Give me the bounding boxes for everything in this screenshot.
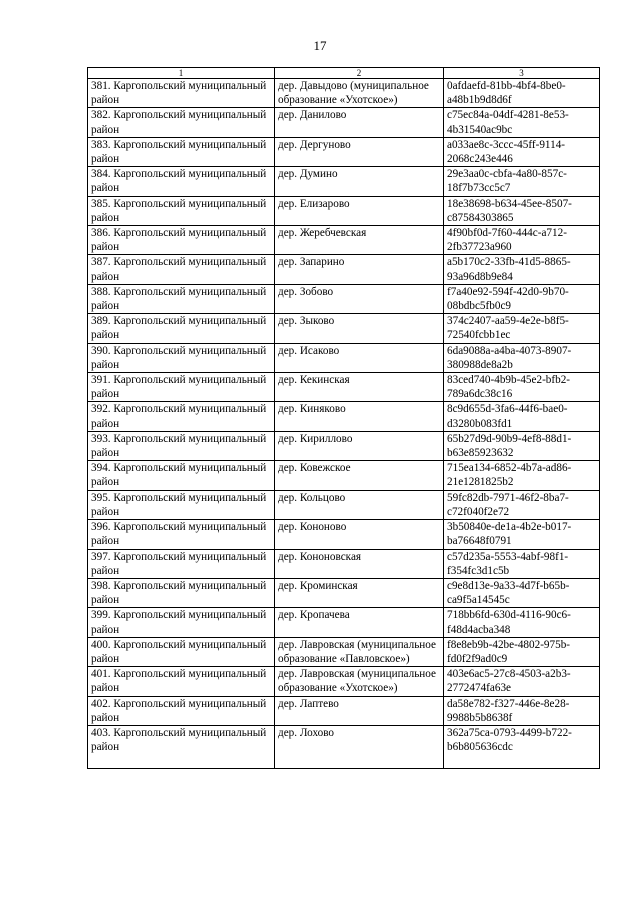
district-cell: 393. Каргопольский муниципальный район: [88, 431, 275, 460]
table-row: [88, 608, 600, 637]
guid-cell: 362a75ca-0793-4499-b722-b6b805636cdc: [444, 725, 600, 768]
guid-cell: 718bb6fd-630d-4116-90c6-f48d4acba348: [444, 608, 600, 637]
table-row: [88, 79, 600, 108]
table-row: [88, 667, 600, 696]
district-cell: 389. Каргопольский муниципальный район: [88, 314, 275, 343]
settlement-registry-table: [87, 67, 600, 769]
district-cell: 392. Каргопольский муниципальный район: [88, 402, 275, 431]
table-row: [88, 490, 600, 519]
district-cell: 403. Каргопольский муниципальный район: [88, 725, 275, 768]
settlement-cell: дер. Кольцово: [275, 490, 444, 519]
guid-cell: c75ec84a-04df-4281-8e53-4b31540ac9bc: [444, 108, 600, 137]
table-row: [88, 725, 600, 768]
table-header: [88, 68, 600, 79]
guid-cell: c9e8d13e-9a33-4d7f-b65b-ca9f5a14545c: [444, 578, 600, 607]
settlement-cell: дер. Исаково: [275, 343, 444, 372]
settlement-cell: дер. Жеребчевская: [275, 226, 444, 255]
guid-cell: da58e782-f327-446e-8e28-9988b5b8638f: [444, 696, 600, 725]
table-row: [88, 461, 600, 490]
table-row: [88, 373, 600, 402]
guid-cell: 6da9088a-a4ba-4073-8907-380988de8a2b: [444, 343, 600, 372]
settlement-cell: дер. Давыдово (муниципальное образование «Ухотское»): [275, 79, 444, 108]
settlement-cell: дер. Зыково: [275, 314, 444, 343]
page-number: 17: [313, 38, 327, 53]
district-cell: 383. Каргопольский муниципальный район: [88, 137, 275, 166]
table-row: [88, 196, 600, 225]
table-row: [88, 431, 600, 460]
guid-cell: a5b170c2-33fb-41d5-8865-93a96d8b9e84: [444, 255, 600, 284]
district-cell: 381. Каргопольский муниципальный район: [88, 79, 275, 108]
table-row: [88, 137, 600, 166]
table-row: [88, 696, 600, 725]
district-cell: 388. Каргопольский муниципальный район: [88, 284, 275, 313]
settlement-cell: дер. Лохово: [275, 725, 444, 768]
district-cell: 390. Каргопольский муниципальный район: [88, 343, 275, 372]
district-cell: 382. Каргопольский муниципальный район: [88, 108, 275, 137]
column-number-row: [88, 68, 600, 79]
guid-cell: 59fc82db-7971-46f2-8ba7-c72f040f2e72: [444, 490, 600, 519]
guid-cell: 403e6ac5-27c8-4503-a2b3-2772474fa63e: [444, 667, 600, 696]
district-cell: 387. Каргопольский муниципальный район: [88, 255, 275, 284]
table-body: [88, 79, 600, 769]
table-row: [88, 108, 600, 137]
settlement-cell: дер. Дергуново: [275, 137, 444, 166]
district-cell: 391. Каргопольский муниципальный район: [88, 373, 275, 402]
column-number-3: 3: [444, 68, 600, 79]
settlement-cell: дер. Кекинская: [275, 373, 444, 402]
guid-cell: 83ced740-4b9b-45e2-bfb2-789a6dc38c16: [444, 373, 600, 402]
settlement-cell: дер. Думино: [275, 167, 444, 196]
table-row: [88, 226, 600, 255]
settlement-cell: дер. Данилово: [275, 108, 444, 137]
table-row: [88, 343, 600, 372]
district-cell: 396. Каргопольский муниципальный район: [88, 520, 275, 549]
table-row: [88, 637, 600, 666]
settlement-cell: дер. Лавровская (муниципальное образование «Павловское»): [275, 637, 444, 666]
guid-cell: 18e38698-b634-45ee-8507-c87584303865: [444, 196, 600, 225]
column-number-2: 2: [275, 68, 444, 79]
guid-cell: 65b27d9d-90b9-4ef8-88d1-b63e85923632: [444, 431, 600, 460]
table-row: [88, 314, 600, 343]
settlement-cell: дер. Лавровская (муниципальное образование «Ухотское»): [275, 667, 444, 696]
settlement-cell: дер. Лаптево: [275, 696, 444, 725]
district-cell: 400. Каргопольский муниципальный район: [88, 637, 275, 666]
settlement-cell: дер. Зобово: [275, 284, 444, 313]
settlement-cell: дер. Кроминская: [275, 578, 444, 607]
guid-cell: c57d235a-5553-4abf-98f1-f354fc3d1c5b: [444, 549, 600, 578]
district-cell: 394. Каргопольский муниципальный район: [88, 461, 275, 490]
guid-cell: 29e3aa0c-cbfa-4a80-857c-18f7b73cc5c7: [444, 167, 600, 196]
settlement-cell: дер. Кропачева: [275, 608, 444, 637]
district-cell: 401. Каргопольский муниципальный район: [88, 667, 275, 696]
table-row: [88, 167, 600, 196]
guid-cell: 3b50840e-de1a-4b2e-b017-ba76648f0791: [444, 520, 600, 549]
table-row: [88, 284, 600, 313]
district-cell: 398. Каргопольский муниципальный район: [88, 578, 275, 607]
settlement-cell: дер. Кононовская: [275, 549, 444, 578]
district-cell: 386. Каргопольский муниципальный район: [88, 226, 275, 255]
settlement-cell: дер. Киняково: [275, 402, 444, 431]
table-row: [88, 578, 600, 607]
guid-cell: a033ae8c-3ccc-45ff-9114-2068c243e446: [444, 137, 600, 166]
district-cell: 397. Каргопольский муниципальный район: [88, 549, 275, 578]
column-number-1: 1: [88, 68, 275, 79]
district-cell: 385. Каргопольский муниципальный район: [88, 196, 275, 225]
settlement-cell: дер. Запарино: [275, 255, 444, 284]
guid-cell: 715ea134-6852-4b7a-ad86-21e1281825b2: [444, 461, 600, 490]
district-cell: 402. Каргопольский муниципальный район: [88, 696, 275, 725]
guid-cell: 4f90bf0d-7f60-444c-a712-2fb37723a960: [444, 226, 600, 255]
table-row: [88, 402, 600, 431]
guid-cell: f7a40e92-594f-42d0-9b70-08bdbc5fb0c9: [444, 284, 600, 313]
settlement-cell: дер. Елизарово: [275, 196, 444, 225]
guid-cell: 8c9d655d-3fa6-44f6-bae0-d3280b083fd1: [444, 402, 600, 431]
guid-cell: f8e8eb9b-42be-4802-975b-fd0f2f9ad0c9: [444, 637, 600, 666]
guid-cell: 0afdaefd-81bb-4bf4-8be0-a48b1b9d8d6f: [444, 79, 600, 108]
district-cell: 395. Каргопольский муниципальный район: [88, 490, 275, 519]
guid-cell: 374c2407-aa59-4e2e-b8f5-72540fcbb1ec: [444, 314, 600, 343]
table-row: [88, 255, 600, 284]
settlement-cell: дер. Кононово: [275, 520, 444, 549]
table-row: [88, 549, 600, 578]
table-row: [88, 520, 600, 549]
settlement-cell: дер. Кириллово: [275, 431, 444, 460]
settlement-cell: дер. Ковежское: [275, 461, 444, 490]
district-cell: 384. Каргопольский муниципальный район: [88, 167, 275, 196]
district-cell: 399. Каргопольский муниципальный район: [88, 608, 275, 637]
